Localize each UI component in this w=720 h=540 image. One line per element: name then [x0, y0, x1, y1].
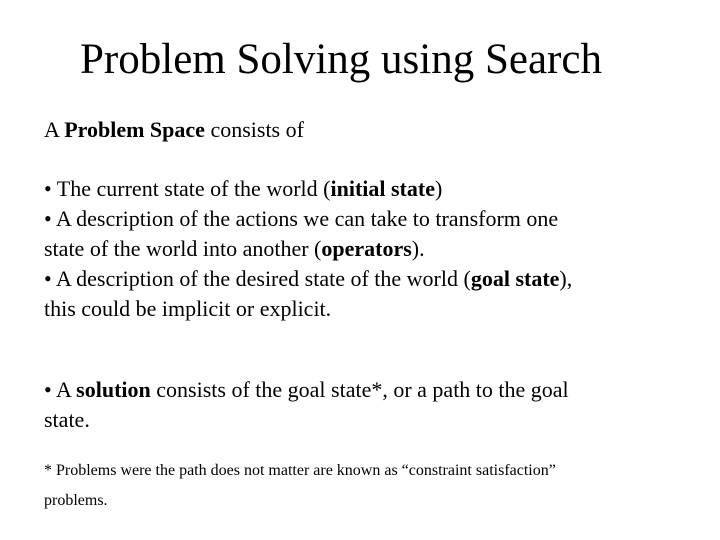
bullet-bold-term: initial state	[330, 176, 435, 201]
bullet-goal-state-line2: this could be implicit or explicit.	[44, 296, 332, 321]
bullet-text: • The current state of the world (	[44, 176, 331, 201]
bullet-text: • A description of the desired state of the world (	[44, 266, 471, 291]
footnote-line2: problems.	[44, 492, 108, 509]
solution-paragraph	[44, 375, 684, 435]
bullet-goal-state-line1	[44, 264, 684, 294]
bullet-bold-term: goal state	[470, 266, 560, 291]
intro-suffix: consists of	[204, 117, 304, 142]
bullet-text: ),	[559, 266, 573, 291]
footnote	[44, 456, 684, 516]
solution-line2: state.	[44, 407, 90, 432]
intro-line	[44, 115, 684, 145]
solution-line1	[44, 375, 684, 405]
bullet-text: )	[434, 176, 443, 201]
bullet-operators-line1: • A description of the actions we can take to transform one	[44, 206, 559, 231]
intro-paragraph	[44, 115, 684, 145]
bullet-initial-state	[44, 174, 684, 204]
bullet-bold-term: operators	[321, 236, 412, 261]
bullet-operators-line2	[44, 234, 684, 264]
slide-title: Problem Solving using Search	[80, 36, 602, 83]
footnote-line1: * Problems were the path does not matter are known as “constraint satisfaction”	[44, 462, 556, 479]
solution-bold-term: solution	[76, 377, 151, 402]
bullet-text: ).	[411, 236, 425, 261]
bullet-text: state of the world into another (	[44, 236, 322, 261]
intro-bold-term: Problem Space	[64, 117, 205, 142]
solution-prefix: • A	[44, 377, 77, 402]
intro-prefix: A	[44, 117, 65, 142]
solution-suffix: consists of the goal state*, or a path to the goal	[150, 377, 569, 402]
bullet-list	[44, 174, 684, 324]
